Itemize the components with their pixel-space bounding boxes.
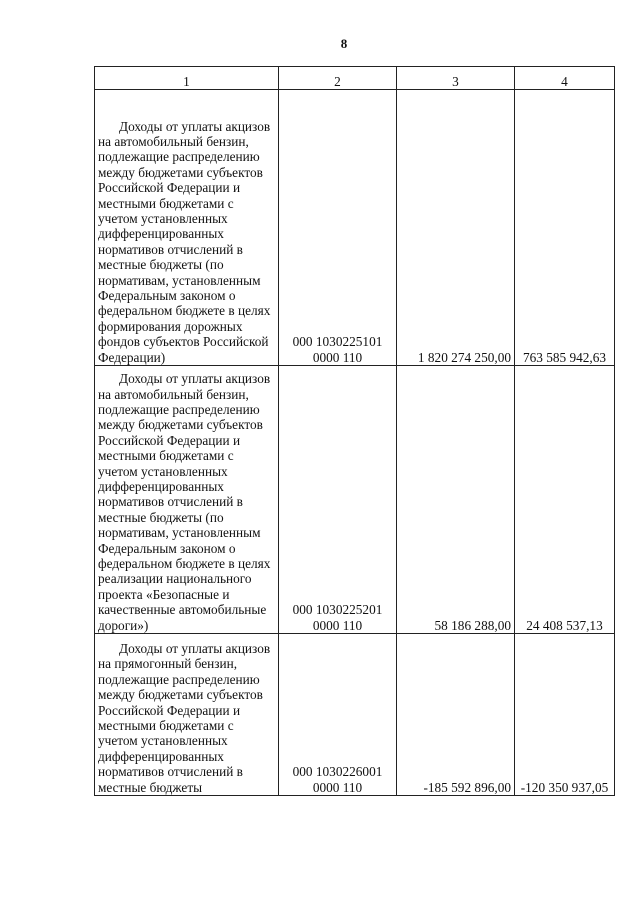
column-header-1: 1 [95,67,279,90]
table-row [95,90,615,366]
row-value-4: 763 585 942,63 [515,90,615,366]
row-description-text: Доходы от уплаты акцизов на автомобильный бензин, подлежащие распределению между бюджетами субъектов Российской Федерации и местными бюджетами с учетом установленных дифференцированных нормативов отчислений в местные бюджеты (по нормативам, установленным Федеральным законом о федеральном бюджете в целях формирования дорожных фондов субъектов Российской Федерации) [98,118,271,365]
row-code [279,366,397,634]
row-description [95,90,279,366]
row-description [95,366,279,634]
revenue-table [94,66,615,796]
row-code-line1: 000 1030225101 [292,334,383,350]
row-value-3: -185 592 896,00 [397,634,515,796]
row-code-line2: 0000 110 [312,617,363,633]
page-number: 8 [340,36,348,51]
column-header-3: 3 [397,67,515,90]
row-code-line2: 0000 110 [312,349,363,365]
row-description-text: Доходы от уплаты акцизов на автомобильный бензин, подлежащие распределению между бюджетами субъектов Российской Федерации и местными бюджетами с учетом установленных дифференцированных нормативов отчислений в местные бюджеты (по нормативам, установленным Федеральным законом о федеральном бюджете в целях реализации национального проекта «Безопасные и качественные автомобильные дороги») [98,371,271,633]
row-code-line2: 0000 110 [312,779,363,795]
row-code-line1: 000 1030226001 [292,764,383,780]
table-row [95,634,615,796]
row-code [279,634,397,796]
row-value-3: 58 186 288,00 [397,366,515,634]
row-code-line1: 000 1030225201 [292,602,383,618]
row-code [279,90,397,366]
row-value-4: -120 350 937,05 [515,634,615,796]
header-row [95,67,615,90]
table-row [95,366,615,634]
column-header-2: 2 [279,67,397,90]
row-description [95,634,279,796]
column-header-4: 4 [515,67,615,90]
row-description-text: Доходы от уплаты акцизов на прямогонный бензин, подлежащие распределению между бюджетами субъектов Российской Федерации и местными бюджетами с учетом установленных дифференцированных нормативов отчислений в местные бюджеты [98,640,271,795]
row-value-4: 24 408 537,13 [515,366,615,634]
row-value-3: 1 820 274 250,00 [397,90,515,366]
